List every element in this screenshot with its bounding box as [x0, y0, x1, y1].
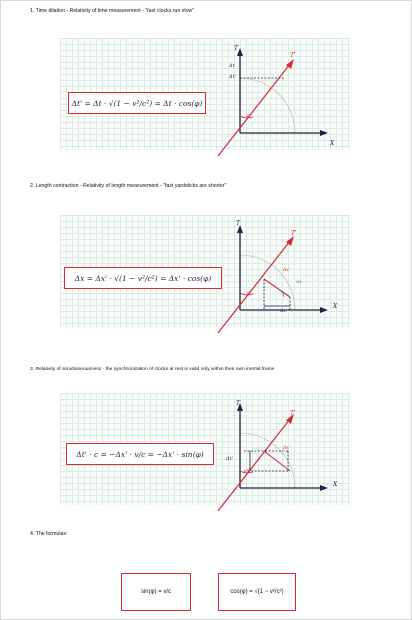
section-1-dt-label: Δt — [229, 63, 235, 69]
section-1-axis-x-label: X — [330, 140, 335, 147]
section-2-formula — [64, 267, 222, 289]
sin-formula-box — [121, 573, 191, 611]
section-2-dx-bottom-label: Δx — [280, 309, 286, 314]
section-2-diagram — [200, 215, 350, 330]
section-3-angle-label: φ — [247, 467, 251, 473]
section-1-dtprime-label: Δt' — [229, 74, 236, 80]
section-2-axis-yprime-label: T' — [291, 230, 297, 237]
section-3-formula — [66, 443, 214, 465]
cos-formula-box — [218, 573, 296, 611]
section-3-dxprime-label: Δx' — [283, 446, 291, 451]
section-3-heading: 3. Relativity of simultaneousness - the synchronization of clocks at rest is valid only within their own inertial frame — [30, 367, 275, 372]
section-1-formula — [68, 92, 206, 114]
section-2-dx-blue-label: Δx — [296, 280, 302, 285]
section-3-axis-yprime-label: T' — [290, 410, 296, 417]
formula-text: Δt' = Δt · √(1 − v²/c²) = Δt · cos(φ) — [71, 98, 203, 108]
section-3-dtprime-label: Δt' — [226, 456, 233, 462]
sin-formula-text: sin(φ) = v/c — [140, 589, 172, 595]
section-1-angle-label: φ — [246, 113, 250, 119]
section-3-axis-x-label: X — [333, 481, 338, 488]
cos-formula-text: cos(φ) = √(1 − v²/c²) — [230, 589, 284, 595]
section-3-axis-y-label: T — [236, 400, 241, 407]
formula-text: Δt' · c = −Δx' · v/c = −Δx' · sin(φ) — [76, 449, 204, 459]
section-3-diagram — [200, 393, 350, 508]
section-1-axis-yprime-label: T' — [290, 52, 296, 59]
section-1-axis-y-label: T — [234, 45, 239, 52]
section-2-dxprime-label: Δx' — [283, 268, 291, 273]
section-4-heading: 4. The formulas: — [30, 531, 68, 537]
formula-text: Δx = Δx' · √(1 − v²/c²) = Δx' · cos(φ) — [74, 273, 212, 283]
section-1-diagram — [200, 38, 350, 153]
section-2-axis-x-label: X — [333, 303, 338, 310]
section-2-axis-y-label: T — [236, 220, 241, 227]
section-2-angle-label: φ — [247, 290, 251, 296]
section-1-heading: 1. Time dilation - Relativity of time measurement - "fast clocks run slow" — [30, 8, 194, 14]
section-2-heading: 2. Length contraction - Relativity of length measurement - "fast yardsticks are shorter" — [30, 183, 227, 189]
